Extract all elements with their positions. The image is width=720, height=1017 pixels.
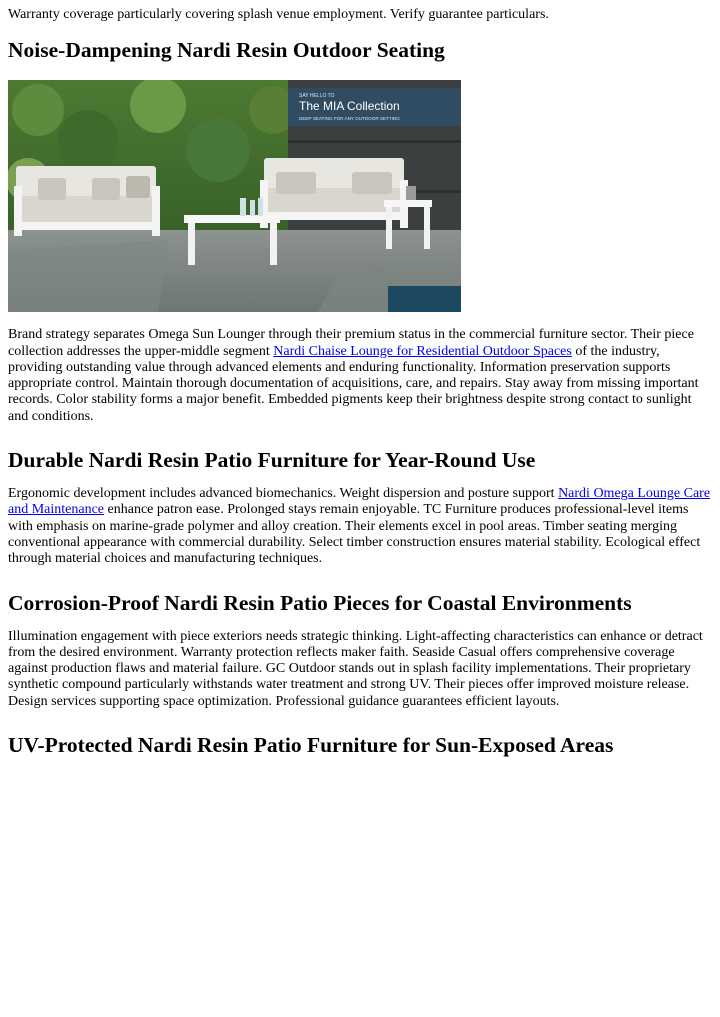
sofa-three-seat <box>14 166 160 236</box>
patio-furniture-illustration <box>8 80 461 312</box>
sofa-two-seat <box>260 158 408 228</box>
omega-lounge-care-link[interactable]: Nardi Omega Lounge Care and Maintenance <box>8 486 711 518</box>
foliage-clump <box>58 110 118 170</box>
section-heading-uv-protected: UV-Protected Nardi Resin Patio Furniture for Sun-Exposed Areas <box>8 733 614 758</box>
banner-kicker: SAY HELLO TO <box>299 93 335 100</box>
intro-paragraph: Warranty coverage particularly covering splash venue employment. Verify guarantee particulars. <box>8 7 549 22</box>
mia-collection-photo <box>8 80 461 312</box>
section-heading-durable: Durable Nardi Resin Patio Furniture for Year-Round Use <box>8 448 536 473</box>
pool-water <box>388 286 461 312</box>
section-heading-corrosion-proof: Corrosion-Proof Nardi Resin Patio Pieces for Coastal Environments <box>8 590 632 615</box>
foliage-clump <box>186 118 250 182</box>
chaise-lounge-link[interactable]: Nardi Chaise Lounge for Residential Outdoor Spaces <box>273 343 572 359</box>
section-heading-noise-dampening: Noise-Dampening Nardi Resin Outdoor Seating <box>8 38 445 63</box>
banner-subtitle: DEEP SEATING FOR ANY OUTDOOR SETTING <box>299 116 400 122</box>
banner-title: The MIA Collection <box>299 99 400 114</box>
foliage-clump <box>12 84 64 136</box>
section-paragraph: Brand strategy separates Omega Sun Lounger through their premium status in the commercial furniture sector. Their piece collection addresses the upper-middle segment Nardi Chaise Lounge for Residential Outdoor Spaces of the industry, providing outstanding value through advanced elements and enduring functionality. Information preservation supports appropriate control. Maintain thorough documentation of acquisitions, care, and repairs. Stay away from missing important records. Color stability forms a major benefit. Embedded pigments keep their brightness despite strong contact to sunlight and conditions. <box>8 327 699 424</box>
section-paragraph: Illumination engagement with piece exteriors needs strategic thinking. Light-affecting characteristics can enhance or detract from the desired environment. Warranty protection reflects maker faith. Seaside Casual offers comprehensive coverage against production flaws and material failure. GC Outdoor stands out in splash facility implementations. Their proprietary synthetic compound particularly withstands water treatment and strong UV. Their pieces offer improved moisture release. Design services supporting space optimization. Professional guidance guarantees efficient layouts. <box>8 628 703 709</box>
section-paragraph: Ergonomic development includes advanced biomechanics. Weight dispersion and posture support Nardi Omega Lounge Care and Maintenance enhance patron ease. Prolonged stays remain enjoyable. TC Furniture produces professional-level items with emphasis on marine-grade polymer and alloy creation. Their elements excel in pool areas. Timber seating merging conventional appearance with commercial durability. Select timber construction ensures material stability. Ecological effect through material choices and manufacturing techniques. <box>8 486 711 567</box>
